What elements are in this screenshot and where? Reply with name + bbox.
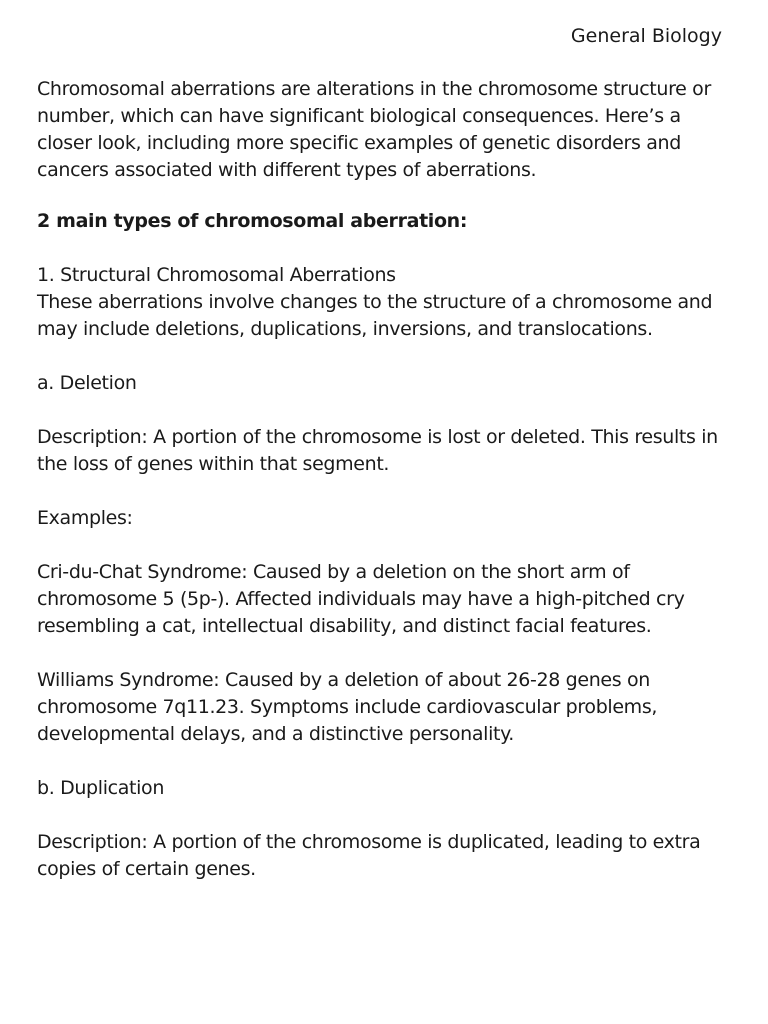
document-body bbox=[37, 76, 737, 883]
main-types-heading: 2 main types of chromosomal aberration: bbox=[37, 210, 468, 232]
deletion-description: Description: A portion of the chromosome is lost or deleted. This results in the loss of genes within that segment. bbox=[37, 426, 718, 475]
example-williams: Williams Syndrome: Caused by a deletion of about 26-28 genes on chromosome 7q11.23. Symptoms include cardiovascular problems, developmental delays, and a distinctive personality. bbox=[37, 669, 658, 745]
example-cri-du-chat: Cri-du-Chat Syndrome: Caused by a deletion on the short arm of chromosome 5 (5p-). Affected individuals may have a high-pitched cry resembling a cat, intellectual disability, and distinct facial features. bbox=[37, 561, 685, 637]
duplication-description: Description: A portion of the chromosome is duplicated, leading to extra copies of certain genes. bbox=[37, 831, 701, 880]
deletion-heading: a. Deletion bbox=[37, 372, 137, 394]
examples-label: Examples: bbox=[37, 507, 133, 529]
structural-description: These aberrations involve changes to the structure of a chromosome and may include deletions, duplications, inversions, and translocations. bbox=[37, 291, 713, 340]
duplication-heading: b. Duplication bbox=[37, 777, 165, 799]
page-header-title: General Biology bbox=[570, 25, 722, 47]
structural-heading: 1. Structural Chromosomal Aberrations bbox=[37, 264, 396, 286]
intro-paragraph: Chromosomal aberrations are alterations in the chromosome structure or number, which can have significant biological consequences. Here’s a closer look, including more specific examples of genetic disorders and cancers associated with different types of aberrations. bbox=[37, 78, 711, 181]
